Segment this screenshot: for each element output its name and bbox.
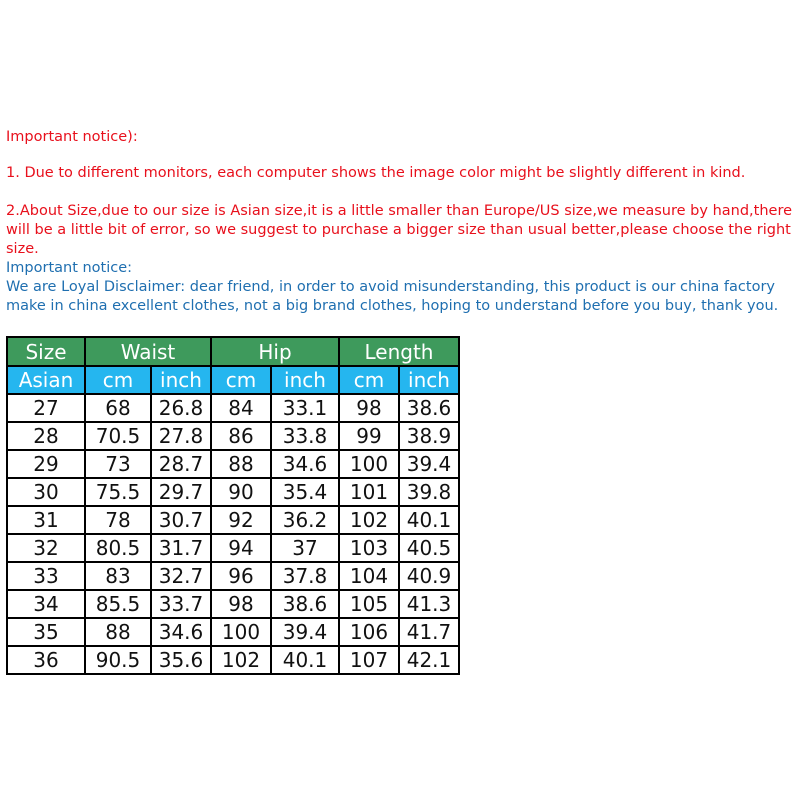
table-cell: 31	[7, 506, 85, 534]
table-cell: 107	[339, 646, 399, 674]
table-cell: 38.6	[399, 394, 459, 422]
table-cell: 98	[211, 590, 271, 618]
table-cell: 90	[211, 478, 271, 506]
table-cell: 39.4	[271, 618, 339, 646]
header-unit: inch	[151, 366, 211, 394]
table-cell: 35	[7, 618, 85, 646]
table-cell: 84	[211, 394, 271, 422]
header-unit: cm	[211, 366, 271, 394]
table-cell: 35.6	[151, 646, 211, 674]
table-cell: 33.1	[271, 394, 339, 422]
table-row	[7, 422, 459, 450]
table-cell: 42.1	[399, 646, 459, 674]
header-waist: Waist	[85, 337, 211, 366]
table-cell: 70.5	[85, 422, 151, 450]
notice-heading-2: Important notice:	[6, 260, 133, 276]
table-cell: 75.5	[85, 478, 151, 506]
table-cell: 99	[339, 422, 399, 450]
table-cell: 26.8	[151, 394, 211, 422]
table-header-units	[7, 366, 459, 394]
table-cell: 34.6	[271, 450, 339, 478]
table-cell: 30	[7, 478, 85, 506]
table-cell: 103	[339, 534, 399, 562]
table-cell: 38.9	[399, 422, 459, 450]
table-row	[7, 394, 459, 422]
table-cell: 40.5	[399, 534, 459, 562]
table-cell: 85.5	[85, 590, 151, 618]
table-cell: 29.7	[151, 478, 211, 506]
table-cell: 96	[211, 562, 271, 590]
table-cell: 38.6	[271, 590, 339, 618]
header-unit: cm	[339, 366, 399, 394]
table-row	[7, 590, 459, 618]
table-row	[7, 450, 459, 478]
header-length: Length	[339, 337, 459, 366]
table-cell: 102	[339, 506, 399, 534]
table-cell: 104	[339, 562, 399, 590]
table-cell: 105	[339, 590, 399, 618]
header-unit: cm	[85, 366, 151, 394]
table-cell: 31.7	[151, 534, 211, 562]
size-chart-table	[6, 336, 460, 675]
table-cell: 29	[7, 450, 85, 478]
table-row	[7, 646, 459, 674]
notice-item-2: 2.About Size,due to our size is Asian size,it is a little smaller than Europe/US size,we measure by hand,there will be a little bit of error, so we suggest to purchase a bigger size than usual better,please choose the right size.	[6, 203, 793, 257]
header-unit: inch	[399, 366, 459, 394]
table-cell: 33.7	[151, 590, 211, 618]
table-row	[7, 618, 459, 646]
table-cell: 27.8	[151, 422, 211, 450]
table-cell: 78	[85, 506, 151, 534]
table-row	[7, 562, 459, 590]
table-cell: 80.5	[85, 534, 151, 562]
table-cell: 83	[85, 562, 151, 590]
table-cell: 32	[7, 534, 85, 562]
table-body	[7, 394, 459, 674]
table-row	[7, 506, 459, 534]
table-cell: 27	[7, 394, 85, 422]
notice-item-1: 1. Due to different monitors, each computer shows the image color might be slightly different in kind.	[6, 165, 746, 181]
table-cell: 98	[339, 394, 399, 422]
table-cell: 33	[7, 562, 85, 590]
table-cell: 40.1	[271, 646, 339, 674]
table-cell: 37.8	[271, 562, 339, 590]
header-unit: inch	[271, 366, 339, 394]
table-cell: 34	[7, 590, 85, 618]
header-asian: Asian	[7, 366, 85, 394]
table-cell: 90.5	[85, 646, 151, 674]
table-cell: 32.7	[151, 562, 211, 590]
table-cell: 101	[339, 478, 399, 506]
table-cell: 36	[7, 646, 85, 674]
table-header-group	[7, 337, 459, 366]
table-cell: 88	[85, 618, 151, 646]
table-cell: 86	[211, 422, 271, 450]
table-cell: 73	[85, 450, 151, 478]
notice-heading-1: Important notice):	[6, 129, 138, 145]
table-cell: 36.2	[271, 506, 339, 534]
table-cell: 40.1	[399, 506, 459, 534]
table-cell: 88	[211, 450, 271, 478]
table-cell: 30.7	[151, 506, 211, 534]
table-cell: 106	[339, 618, 399, 646]
header-hip: Hip	[211, 337, 339, 366]
table-cell: 28	[7, 422, 85, 450]
table-cell: 33.8	[271, 422, 339, 450]
loyal-disclaimer: We are Loyal Disclaimer: dear friend, in order to avoid misunderstanding, this product is our china factory make in china excellent clothes, not a big brand clothes, hoping to understand before you buy, thank you.	[6, 279, 779, 314]
table-cell: 37	[271, 534, 339, 562]
table-cell: 41.7	[399, 618, 459, 646]
table-cell: 94	[211, 534, 271, 562]
header-size: Size	[7, 337, 85, 366]
table-cell: 102	[211, 646, 271, 674]
table-row	[7, 478, 459, 506]
table-cell: 35.4	[271, 478, 339, 506]
table-cell: 100	[339, 450, 399, 478]
table-cell: 28.7	[151, 450, 211, 478]
table-cell: 68	[85, 394, 151, 422]
table-cell: 39.4	[399, 450, 459, 478]
table-cell: 41.3	[399, 590, 459, 618]
table-cell: 40.9	[399, 562, 459, 590]
table-cell: 39.8	[399, 478, 459, 506]
table-row	[7, 534, 459, 562]
table-cell: 92	[211, 506, 271, 534]
table-cell: 34.6	[151, 618, 211, 646]
table-cell: 100	[211, 618, 271, 646]
